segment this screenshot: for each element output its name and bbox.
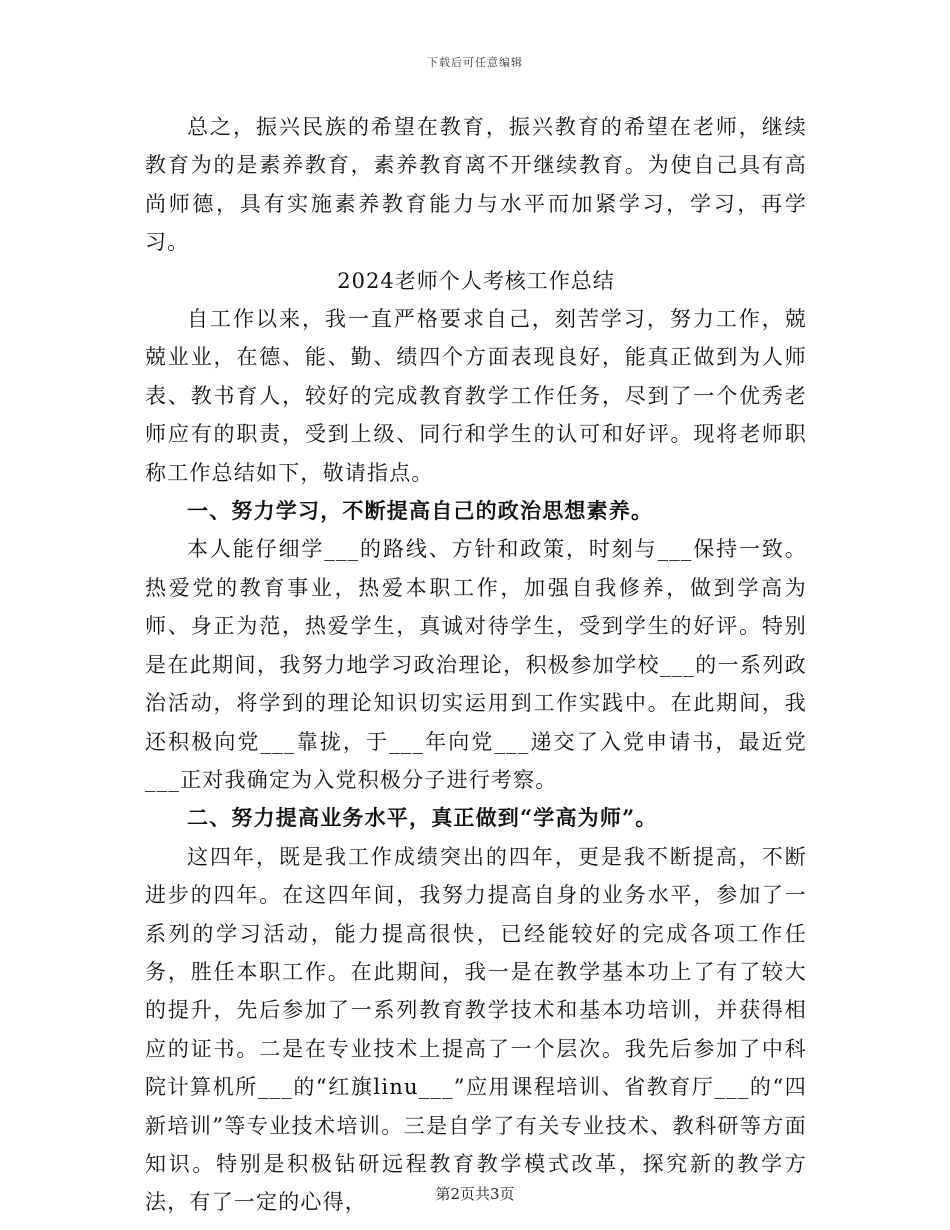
body-paragraph-3: 这四年，既是我工作成绩突出的四年，更是我不断提高，不断进步的四年。在这四年间，我努力提高自身的业务水平，参加了一系列的学习活动，能力提高很快，已经能较好的完成各项工作任务，胜任本职工作。在此期间，我一是在教学基本功上了有了较大的提升，先后参加了一系列教育教学技术和基本功培训，并获得相应的证书。二是在专业技术上提高了一个层次。我先后参加了中科院计算机所___的“红旗linu___”应用课程培训、省教育厅___的“四新培训”等专业技术培训。三是自学了有关专业技术、教科研等方面知识。特别是积极钻研远程教育教学模式改革，探究新的教学方法，有了一定的心得， [145, 844, 807, 1215]
intro-paragraph: 总之，振兴民族的希望在教育，振兴教育的希望在老师，继续教育为的是素养教育，素养教育离不开继续教育。为使自己具有高尚师德，具有实施素养教育能力与水平而加紧学习，学习，再学习。 [145, 115, 807, 255]
page-header: 下载后可任意编辑 [427, 56, 523, 69]
page-number: 第2页共3页 [435, 1185, 515, 1203]
section-heading-1: 一、努力学习，不断提高自己的政治思想素养。 [187, 498, 654, 524]
body-paragraph-2: 本人能仔细学___的路线、方针和政策，时刻与___保持一致。热爱党的教育事业，热爱本职工作，加强自我修养，做到学高为师、身正为范，热爱学生，真诚对待学生，受到学生的好评。特别是在此期间，我努力地学习政治理论，积极参加学校___的一系列政治活动，将学到的理论知识切实运用到工作实践中。在此期间，我还积极向党___靠拢，于___年向党___递交了入党申请书，最近党___正对我确定为入党积极分子进行考察。 [145, 537, 807, 792]
document-body [145, 108, 807, 1222]
section-heading-2: 二、努力提高业务水平，真正做到“学高为师”。 [187, 805, 658, 831]
document-title: 2024老师个人考核工作总结 [337, 268, 615, 293]
body-paragraph-1: 自工作以来，我一直严格要求自己，刻苦学习，努力工作，兢兢业业，在德、能、勤、绩四个方面表现良好，能真正做到为人师表、教书育人，较好的完成教育教学工作任务，尽到了一个优秀老师应有的职责，受到上级、同行和学生的认可和好评。现将老师职称工作总结如下，敬请指点。 [145, 307, 807, 485]
